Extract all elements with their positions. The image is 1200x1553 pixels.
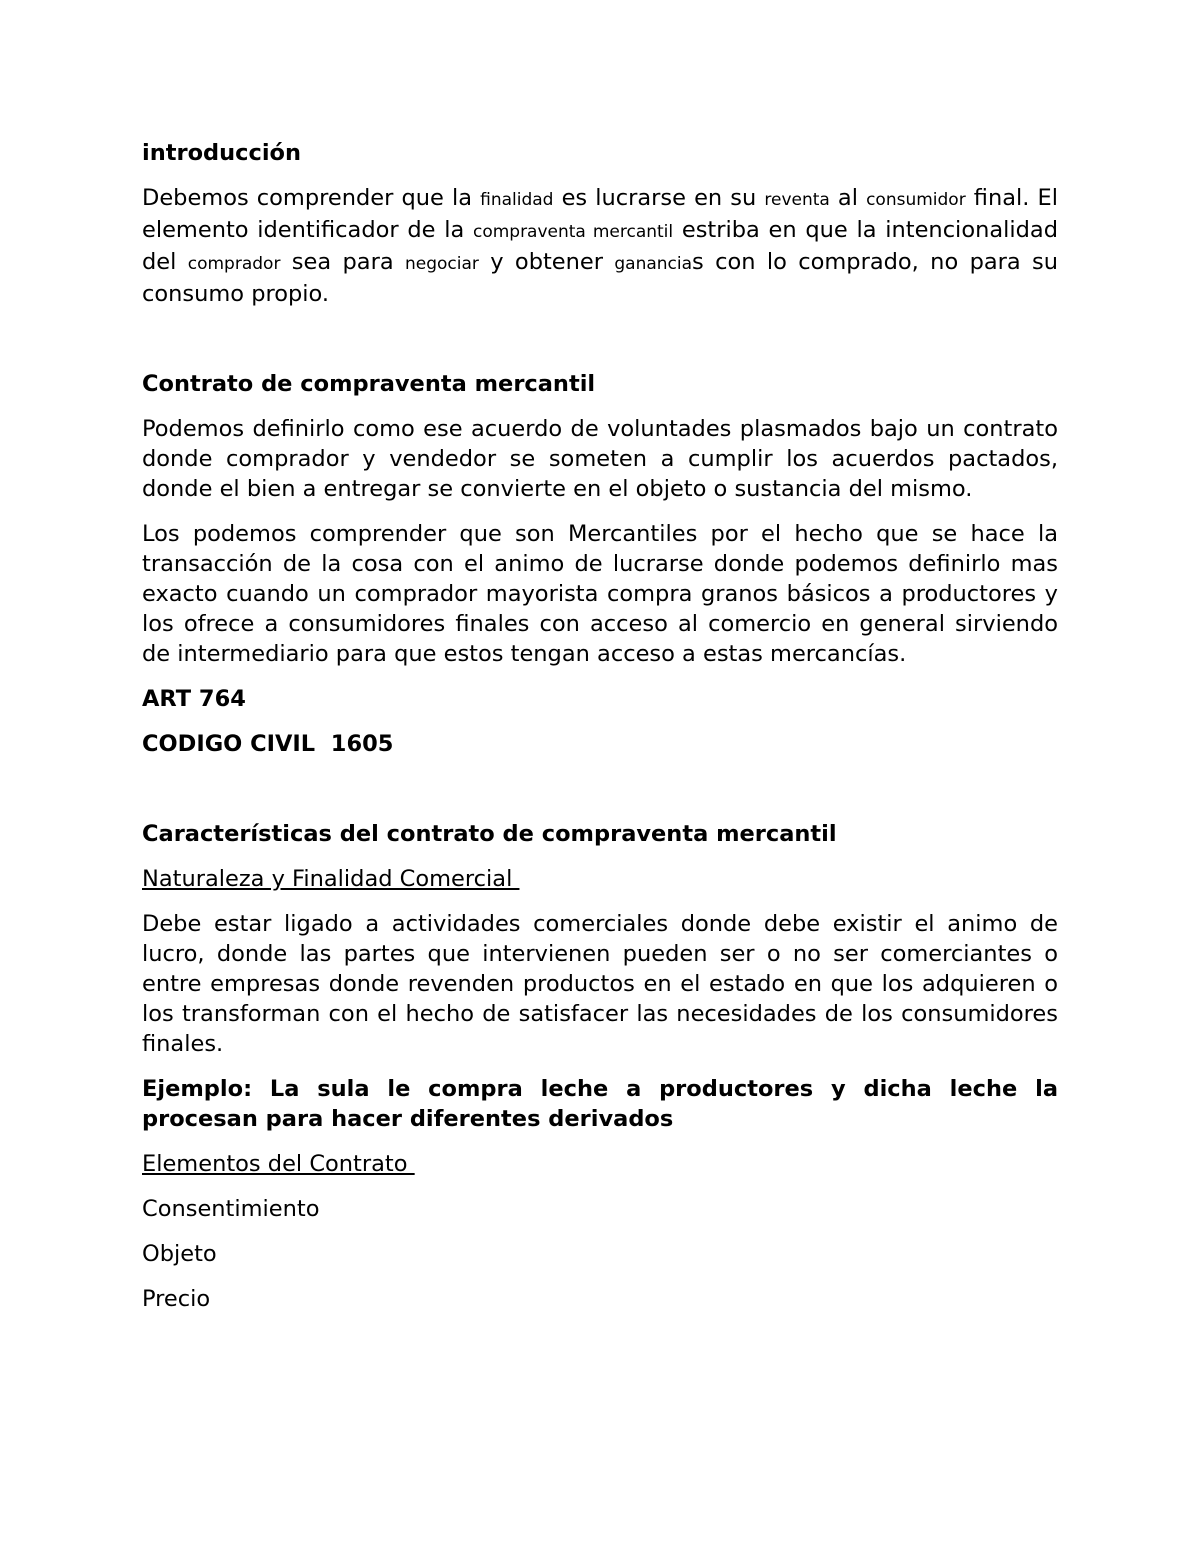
intro-paragraph [142, 183, 1058, 309]
intro-segment: estriba en que la intencionalidad del [142, 217, 1058, 275]
intro-segment: final. El elemento identificador de la [142, 185, 1058, 243]
intro-segment: es lucrarse en su [553, 185, 765, 211]
caracteristicas-heading: Características del contrato de compraventa mercantil [142, 821, 837, 847]
intro-segment: s con lo comprado, no para su consumo propio. [142, 249, 1059, 307]
intro-segment: finalidad [480, 190, 554, 210]
codigo-civil-reference: CODIGO CIVIL 1605 [142, 731, 394, 757]
contrato-paragraph-2: Los podemos comprender que son Mercantiles por el hecho que se hace la transacción de la cosa con el animo de lucrarse donde podemos definirlo mas exacto cuando un comprador mayorista compra granos básicos a productores y los ofrece a consumidores finales con acceso al comercio en general sirviendo de intermediario para que estos tengan acceso a estas mercancías. [142, 521, 1058, 667]
contrato-paragraph-1: Podemos definirlo como ese acuerdo de voluntades plasmados bajo un contrato donde comprador y vendedor se someten a cumplir los acuerdos pactados, donde el bien a entregar se convierte en el objeto o sustancia del mismo. [142, 416, 1058, 502]
document-body [142, 138, 1058, 1314]
elemento-item: Objeto [142, 1241, 217, 1267]
intro-segment: comprador [187, 254, 281, 274]
elemento-item: Precio [142, 1286, 211, 1312]
intro-segment: sea para [280, 249, 405, 275]
naturaleza-subheading: Naturaleza y Finalidad Comercial [142, 866, 520, 892]
elementos-subheading: Elementos del Contrato [142, 1151, 415, 1177]
intro-segment: consumidor [866, 190, 966, 210]
intro-segment: y obtener [478, 249, 615, 275]
intro-segment: reventa [764, 190, 830, 210]
intro-segment: compraventa mercantil [472, 222, 674, 242]
caracteristicas-paragraph: Debe estar ligado a actividades comerciales donde debe existir el animo de lucro, donde las partes que intervienen pueden ser o no ser comerciantes o entre empresas donde revenden productos en el estado en que los adquieren o los transforman con el hecho de satisfacer las necesidades de los consumidores finales. [142, 911, 1058, 1057]
intro-heading: introducción [142, 140, 302, 166]
ejemplo-paragraph: Ejemplo: La sula le compra leche a productores y dicha leche la procesan para hacer diferentes derivados [142, 1076, 1058, 1132]
intro-segment: ganancia [614, 254, 693, 274]
intro-segment: al [829, 185, 867, 211]
intro-segment: Debemos comprender que la [142, 185, 481, 211]
intro-segment: negociar [404, 254, 479, 274]
contrato-heading: Contrato de compraventa mercantil [142, 371, 596, 397]
elemento-item: Consentimiento [142, 1196, 320, 1222]
art-reference: ART 764 [142, 686, 246, 712]
